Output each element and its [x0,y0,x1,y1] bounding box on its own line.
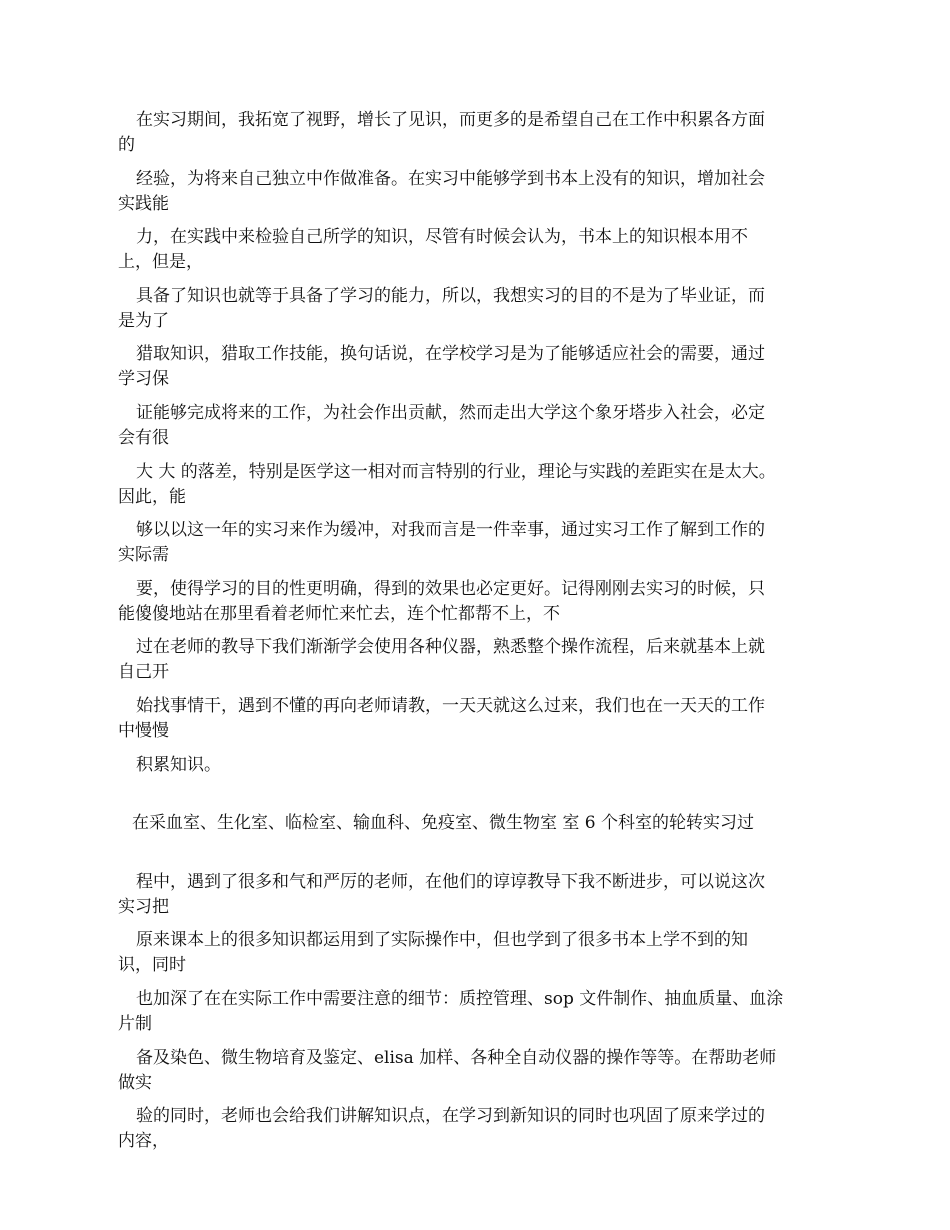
paragraph [0,401,950,451]
paragraph-line: 也加深了在在实际工作中需要注意的细节：质控管理、sop 文件制作、抽血质量、血涂 [136,988,784,1009]
paragraph-line: 始找事情干，遇到不懂的再向老师请教，一天天就这么过来，我们也在一天天的工作 [136,695,765,716]
paragraph [0,753,950,778]
paragraph-line: 做实 [118,1072,152,1093]
paragraph [0,518,950,568]
paragraph-line: 验的同时，老师也会给我们讲解知识点，在学习到新知识的同时也巩固了原来学过的 [136,1106,765,1127]
paragraph [0,108,950,158]
paragraph [0,635,950,685]
paragraph-line: 识，同时 [118,955,186,976]
paragraph-line: 要，使得学习的目的性更明确，得到的效果也必定更好。记得刚刚去实习的时候，只 [136,578,765,599]
paragraph-line: 经验，为将来自己独立中作做准备。在实习中能够学到书本上没有的知识，增加社会 [136,168,765,189]
paragraph-line: 实践能 [118,193,169,214]
paragraph-line: 猎取知识，猎取工作技能，换句话说，在学校学习是为了能够适应社会的需要，通过 [136,344,765,365]
paragraph-line: 在实习期间，我拓宽了视野，增长了见识，而更多的是希望自己在工作中积累各方面 [136,110,765,130]
paragraph-line: 证能够完成将来的工作，为社会作出贡献，然而走出大学这个象牙塔步入社会，必定 [136,402,765,423]
paragraph-line: 实际需 [118,545,169,566]
paragraph [0,460,950,510]
paragraph-line: 在采血室、生化室、临检室、输血科、免疫室、微生物室 室 6 个科室的轮转实习过 [132,813,755,834]
paragraph [0,342,950,392]
paragraph-line: 备及染色、微生物培育及鉴定、elisa 加样、各种全自动仪器的操作等等。在帮助老师 [136,1047,777,1068]
paragraph [0,1046,950,1096]
paragraph [0,870,950,920]
paragraph-line: 积累知识。 [136,754,221,775]
paragraph-line: 因此，能 [118,486,186,507]
paragraph [0,987,950,1037]
paragraph-line: 会有很 [118,427,169,448]
paragraph-line: 是为了 [118,310,169,331]
paragraph-line: 能傻傻地站在那里看着老师忙来忙去，连个忙都帮不上，不 [118,603,560,624]
paragraph [0,167,950,217]
paragraph-line: 自己开 [118,662,169,683]
paragraph-line: 程中，遇到了很多和气和严厉的老师，在他们的谆谆教导下我不断进步，可以说这次 [136,871,765,892]
paragraph-line: 的 [118,135,135,155]
paragraph [0,577,950,627]
paragraph [0,225,950,275]
paragraph [0,1104,950,1154]
paragraph-line: 过在老师的教导下我们渐渐学会使用各种仪器，熟悉整个操作流程，后来就基本上就 [136,637,765,658]
paragraph-line: 大 大 的落差，特别是医学这一相对而言特别的行业，理论与实践的差距实在是太大。 [136,461,776,482]
paragraph-line: 实习把 [118,896,169,917]
paragraph-line: 力，在实践中来检验自己所学的知识，尽管有时候会认为，书本上的知识根本用不 [136,227,748,248]
paragraph-line: 中慢慢 [118,720,169,741]
document-body [0,108,950,1163]
paragraph-line: 原来课本上的很多知识都运用到了实际操作中，但也学到了很多书本上学不到的知 [136,930,748,951]
paragraph-line: 学习保 [118,369,169,390]
paragraph-line: 够以以这一年的实习来作为缓冲，对我而言是一件幸事，通过实习工作了解到工作的 [136,520,765,541]
paragraph [0,284,950,334]
paragraph [0,928,950,978]
paragraph-line: 内容， [118,1131,169,1152]
paragraph-line: 具备了知识也就等于具备了学习的能力，所以，我想实习的目的不是为了毕业证，而 [136,285,765,306]
paragraph-line: 片制 [118,1013,152,1034]
paragraph-line: 上，但是， [118,252,203,273]
paragraph [0,694,950,744]
paragraph [0,811,950,836]
